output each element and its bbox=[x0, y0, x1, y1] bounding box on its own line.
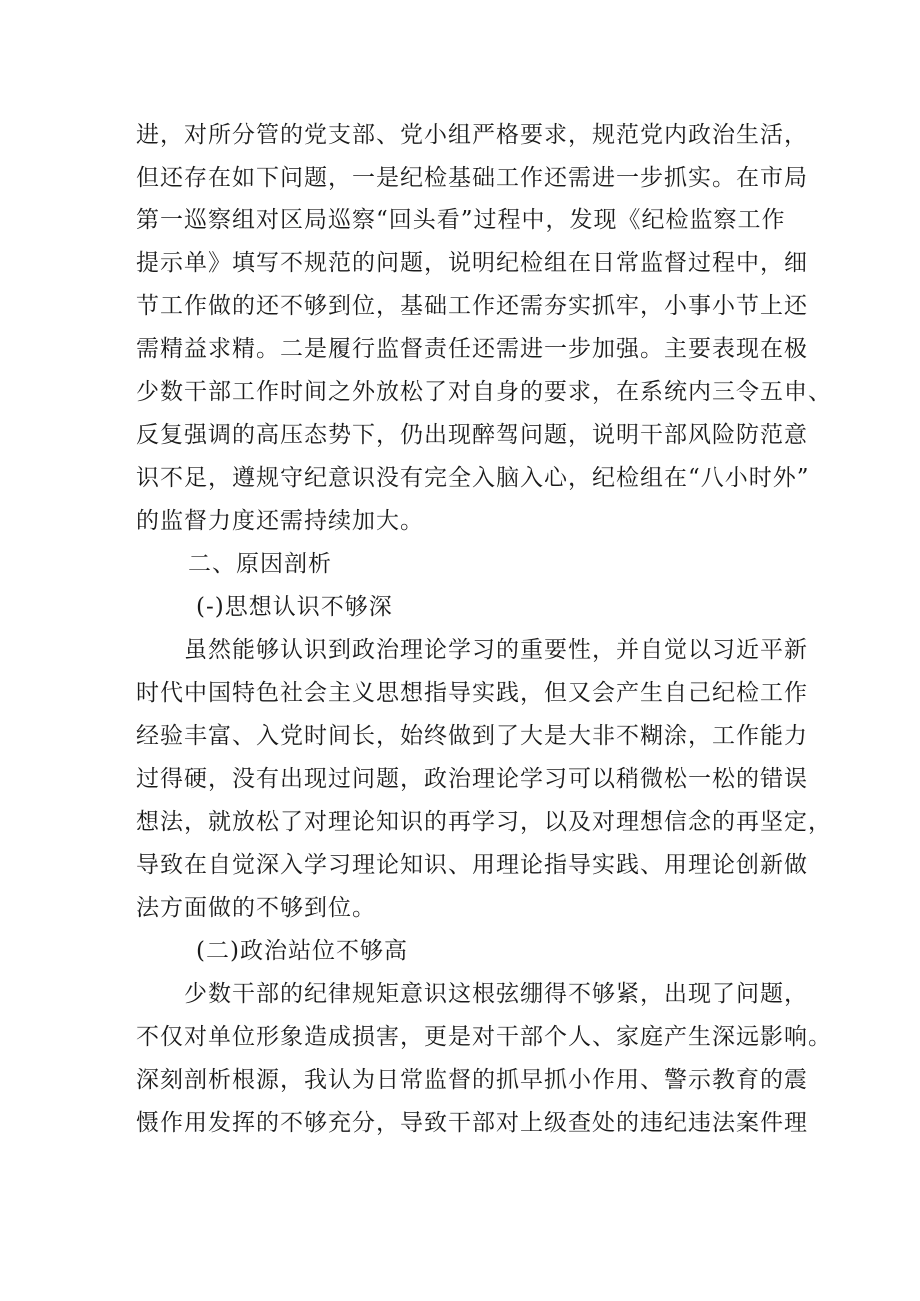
section-heading: 二、原因剖析 bbox=[188, 551, 332, 577]
text-line: 深刻剖析根源，我认为日常监督的抓早抓小作用、警示教育的震 bbox=[136, 1067, 808, 1093]
text-line: 识不足，遵规守纪意识没有完全入脑入心，纪检组在“八小时外” bbox=[136, 465, 810, 491]
subsection-heading: (-)思想认识不够深 bbox=[196, 594, 393, 620]
text-line: 进，对所分管的党支部、党小组严格要求，规范党内政治生活， bbox=[136, 122, 808, 148]
text-line: 导致在自觉深入学习理论知识、用理论指导实践、用理论创新做 bbox=[136, 852, 808, 878]
text-line: 慑作用发挥的不够充分，导致干部对上级查处的违纪违法案件理 bbox=[136, 1110, 808, 1136]
text-line: 不仅对单位形象造成损害，更是对干部个人、家庭产生深远影响。 bbox=[136, 1024, 832, 1050]
text-line: 法方面做的不够到位。 bbox=[136, 895, 376, 921]
text-line: 的监督力度还需持续加大。 bbox=[136, 508, 424, 534]
text-line: 少数干部工作时间之外放松了对自身的要求，在系统内三令五申、 bbox=[136, 379, 832, 405]
text-line: 需精益求精。二是履行监督责任还需进一步加强。主要表现在极 bbox=[136, 336, 808, 362]
text-line: 但还存在如下问题，一是纪检基础工作还需进一步抓实。在市局 bbox=[136, 165, 808, 191]
subsection-heading: (二)政治站位不够高 bbox=[196, 938, 408, 964]
text-line: 反复强调的高压态势下，仍出现醉驾问题，说明干部风险防范意 bbox=[136, 422, 808, 448]
text-line: 过得硬，没有出现过问题，政治理论学习可以稍微松一松的错误 bbox=[136, 766, 808, 792]
text-line: 想法，就放松了对理论知识的再学习，以及对理想信念的再坚定， bbox=[136, 809, 832, 835]
paragraph-first-line: 少数干部的纪律规矩意识这根弦绷得不够紧，出现了问题， bbox=[184, 981, 808, 1007]
text-line: 提示单》填写不规范的问题，说明纪检组在日常监督过程中，细 bbox=[136, 250, 808, 276]
text-line: 经验丰富、入党时间长，始终做到了大是大非不糊涂，工作能力 bbox=[136, 723, 808, 749]
paragraph-first-line: 虽然能够认识到政治理论学习的重要性，并自觉以习近平新 bbox=[184, 637, 808, 663]
text-line: 第一巡察组对区局巡察“回头看”过程中，发现《纪检监察工作 bbox=[136, 207, 786, 233]
text-line: 节工作做的还不够到位，基础工作还需夯实抓牢，小事小节上还 bbox=[136, 293, 808, 319]
text-line: 时代中国特色社会主义思想指导实践，但又会产生自己纪检工作 bbox=[136, 680, 808, 706]
